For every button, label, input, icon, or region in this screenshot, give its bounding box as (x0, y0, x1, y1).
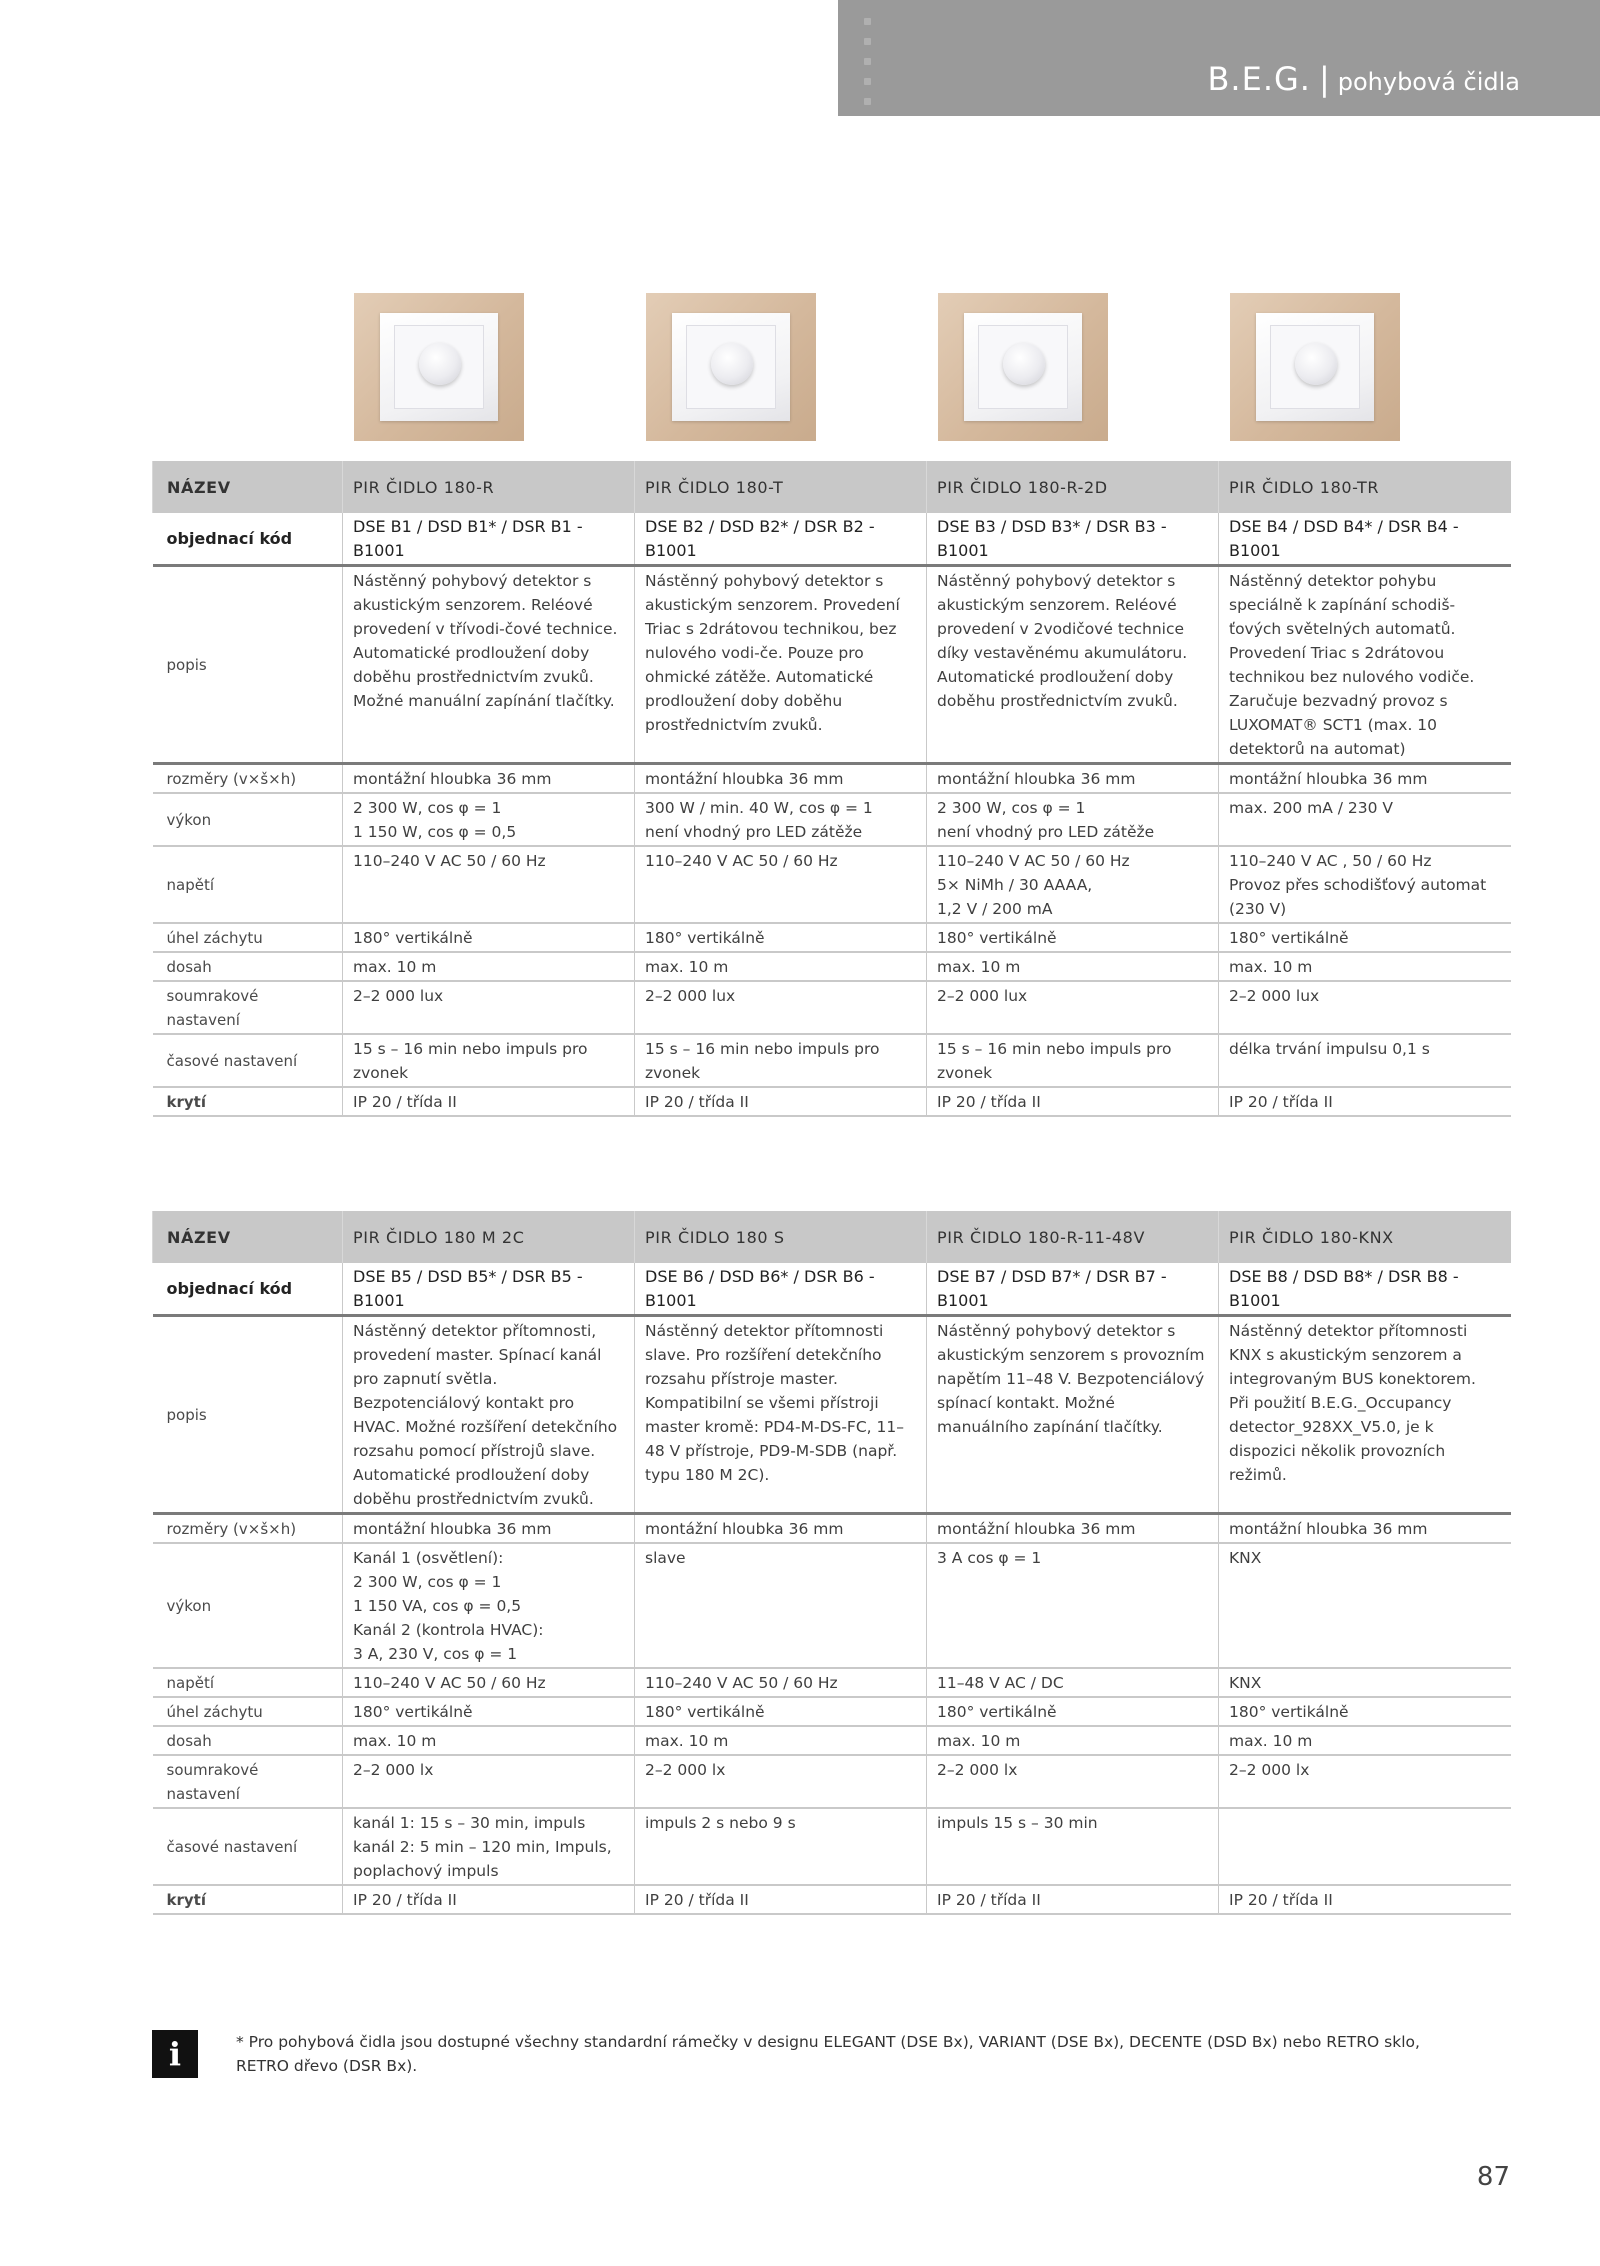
row-label-twilight: soumrakové nastavení (153, 981, 343, 1034)
row-label-power: výkon (153, 1543, 343, 1668)
power: max. 200 mA / 230 V (1219, 793, 1511, 846)
product-name: PIR ČIDLO 180-TR (1219, 461, 1511, 513)
row-label-range: dosah (153, 952, 343, 981)
voltage: KNX (1219, 1668, 1511, 1697)
description: Nástěnný detektor přítomnosti slave. Pro rozšíření detekčního rozsahu přístroje master. Kompatibilní se všemi přístroji master kromě: PD4-M-DS-FC, 11–48 V přístroje, PD9-M-SDB (např. typu 180 M 2C). (635, 1316, 927, 1514)
row-label-time: časové nastavení (153, 1808, 343, 1885)
description: Nástěnný pohybový detektor s akustickým senzorem. Provedení Triac s 2drátovou technikou, bez nulového vodi-če. Pouze pro ohmické zátěže. Automatické prodloužení doby doběhu prostřednictvím zvuků. (635, 566, 927, 764)
dimensions: montážní hloubka 36 mm (1219, 764, 1511, 794)
description: Nástěnný pohybový detektor s akustickým senzorem. Reléové provedení v 2vodičové technice díky vestavěnému akumulátoru. Automatické prodloužení doby doběhu prostřednictvím zvuků. (927, 566, 1219, 764)
order-code: DSE B5 / DSD B5* / DSR B5 - B1001 (343, 1263, 635, 1316)
power: Kanál 1 (osvětlení): 2 300 W, cos φ = 1 1 150 VA, cos φ = 0,5 Kanál 2 (kontrola HVAC): 3 A, 230 V, cos φ = 1 (343, 1543, 635, 1668)
table-row-power (153, 1543, 1511, 1668)
order-code: DSE B6 / DSD B6* / DSR B6 - B1001 (635, 1263, 927, 1316)
twilight: 2–2 000 lux (343, 981, 635, 1034)
table-row-dimensions (153, 1514, 1511, 1544)
row-label-twilight: soumrakové nastavení (153, 1755, 343, 1808)
product-photo-180-r-2d (938, 293, 1108, 441)
angle: 180° vertikálně (635, 1697, 927, 1726)
twilight: 2–2 000 lx (343, 1755, 635, 1808)
order-code: DSE B7 / DSD B7* / DSR B7 - B1001 (927, 1263, 1219, 1316)
protection: IP 20 / třída II (927, 1885, 1219, 1914)
dimensions: montážní hloubka 36 mm (927, 1514, 1219, 1544)
product-name: PIR ČIDLO 180-KNX (1219, 1211, 1511, 1263)
table-row-dimensions (153, 764, 1511, 794)
order-code: DSE B2 / DSD B2* / DSR B2 - B1001 (635, 513, 927, 566)
power: 2 300 W, cos φ = 1 1 150 W, cos φ = 0,5 (343, 793, 635, 846)
row-label-protection: krytí (153, 1885, 343, 1914)
row-label-voltage: napětí (153, 1668, 343, 1697)
range: max. 10 m (927, 952, 1219, 981)
voltage: 110–240 V AC 50 / 60 Hz (635, 846, 927, 923)
table-row-voltage (153, 846, 1511, 923)
row-label-voltage: napětí (153, 846, 343, 923)
product-name: PIR ČIDLO 180 S (635, 1211, 927, 1263)
product-photo-180-t (646, 293, 816, 441)
description: Nástěnný detektor pohybu speciálně k zapínání schodiš-ťových světelných automatů. Provedení Triac s 2drátovou technikou bez nulového vodiče. Zaručuje bezvadný provoz s LUXOMAT® SCT1 (max. 10 detektorů na automat) (1219, 566, 1511, 764)
table-row-range (153, 952, 1511, 981)
time: 15 s – 16 min nebo impuls pro zvonek (635, 1034, 927, 1087)
table-row-code (153, 513, 1511, 566)
twilight: 2–2 000 lx (635, 1755, 927, 1808)
protection: IP 20 / třída II (343, 1087, 635, 1116)
product-photo-180-r (354, 293, 524, 441)
range: max. 10 m (635, 952, 927, 981)
time (1219, 1808, 1511, 1885)
table-row-code (153, 1263, 1511, 1316)
product-name: PIR ČIDLO 180-R-2D (927, 461, 1219, 513)
row-label-code: objednací kód (153, 1263, 343, 1316)
name-label: NÁZEV (153, 1211, 343, 1263)
time: impuls 15 s – 30 min (927, 1808, 1219, 1885)
row-label-dimensions: rozměry (v×š×h) (153, 764, 343, 794)
twilight: 2–2 000 lux (1219, 981, 1511, 1034)
header-decoration (864, 18, 872, 118)
product-name: PIR ČIDLO 180-T (635, 461, 927, 513)
range: max. 10 m (927, 1726, 1219, 1755)
voltage: 110–240 V AC 50 / 60 Hz 5× NiMh / 30 AAAA, 1,2 V / 200 mA (927, 846, 1219, 923)
voltage: 110–240 V AC , 50 / 60 Hz Provoz přes schodišťový automat (230 V) (1219, 846, 1511, 923)
info-icon: i (152, 2030, 198, 2078)
protection: IP 20 / třída II (1219, 1885, 1511, 1914)
description: Nástěnný pohybový detektor s akustickým senzorem s provozním napětím 11–48 V. Bezpotenciálový spínací kontakt. Možné manuálního zapínání tlačítky. (927, 1316, 1219, 1514)
table-header-row (153, 1211, 1511, 1263)
table-row-description (153, 566, 1511, 764)
dimensions: montážní hloubka 36 mm (635, 1514, 927, 1544)
table-row-voltage (153, 1668, 1511, 1697)
power: KNX (1219, 1543, 1511, 1668)
order-code: DSE B4 / DSD B4* / DSR B4 - B1001 (1219, 513, 1511, 566)
table-row-protection (153, 1087, 1511, 1116)
power: slave (635, 1543, 927, 1668)
twilight: 2–2 000 lx (1219, 1755, 1511, 1808)
power: 300 W / min. 40 W, cos φ = 1 není vhodný pro LED zátěže (635, 793, 927, 846)
time: 15 s – 16 min nebo impuls pro zvonek (343, 1034, 635, 1087)
table-row-power (153, 793, 1511, 846)
table-row-angle (153, 923, 1511, 952)
angle: 180° vertikálně (1219, 1697, 1511, 1726)
angle: 180° vertikálně (927, 1697, 1219, 1726)
row-label-angle: úhel záchytu (153, 923, 343, 952)
protection: IP 20 / třída II (635, 1885, 927, 1914)
range: max. 10 m (343, 1726, 635, 1755)
row-label-code: objednací kód (153, 513, 343, 566)
range: max. 10 m (343, 952, 635, 981)
row-label-time: časové nastavení (153, 1034, 343, 1087)
row-label-range: dosah (153, 1726, 343, 1755)
table-row-angle (153, 1697, 1511, 1726)
range: max. 10 m (1219, 952, 1511, 981)
table-row-protection (153, 1885, 1511, 1914)
dimensions: montážní hloubka 36 mm (1219, 1514, 1511, 1544)
angle: 180° vertikálně (343, 1697, 635, 1726)
protection: IP 20 / třída II (1219, 1087, 1511, 1116)
header-separator: | (1318, 60, 1330, 98)
table-row-twilight (153, 1755, 1511, 1808)
protection: IP 20 / třída II (343, 1885, 635, 1914)
header-bar (838, 0, 1600, 116)
order-code: DSE B3 / DSD B3* / DSR B3 - B1001 (927, 513, 1219, 566)
dimensions: montážní hloubka 36 mm (927, 764, 1219, 794)
row-label-power: výkon (153, 793, 343, 846)
description: Nástěnný detektor přítomnosti, provedení master. Spínací kanál pro zapnutí světla. Bezpotenciálový kontakt pro HVAC. Možné rozšíření detekčního rozsahu pomocí přístrojů slave. Automatické prodloužení doby doběhu prostřednictvím zvuků. (343, 1316, 635, 1514)
voltage: 11–48 V AC / DC (927, 1668, 1219, 1697)
table-row-description (153, 1316, 1511, 1514)
page-number: 87 (1476, 2162, 1510, 2192)
time: 15 s – 16 min nebo impuls pro zvonek (927, 1034, 1219, 1087)
row-label-angle: úhel záchytu (153, 1697, 343, 1726)
twilight: 2–2 000 lux (635, 981, 927, 1034)
range: max. 10 m (635, 1726, 927, 1755)
twilight: 2–2 000 lux (927, 981, 1219, 1034)
table-row-time (153, 1034, 1511, 1087)
time: délka trvání impulsu 0,1 s (1219, 1034, 1511, 1087)
voltage: 110–240 V AC 50 / 60 Hz (635, 1668, 927, 1697)
time: kanál 1: 15 s – 30 min, impuls kanál 2: 5 min – 120 min, Impuls, poplachový impuls (343, 1808, 635, 1885)
row-label-description: popis (153, 566, 343, 764)
description: Nástěnný detektor přítomnosti KNX s akustickým senzorem a integrovaným BUS konektorem. Při použití B.E.G._Occupancy detector_928XX_V5.0, je k dispozici několik provozních režimů. (1219, 1316, 1511, 1514)
row-label-protection: krytí (153, 1087, 343, 1116)
range: max. 10 m (1219, 1726, 1511, 1755)
angle: 180° vertikálně (1219, 923, 1511, 952)
protection: IP 20 / třída II (635, 1087, 927, 1116)
table-row-range (153, 1726, 1511, 1755)
footnote-text: * Pro pohybová čidla jsou dostupné všechny standardní rámečky v designu ELEGANT (DSE Bx), VARIANT (DSE Bx), DECENTE (DSD Bx) nebo RETRO sklo, RETRO dřevo (DSR Bx). (236, 2033, 1420, 2075)
row-label-description: popis (153, 1316, 343, 1514)
table-row-twilight (153, 981, 1511, 1034)
table-row-time (153, 1808, 1511, 1885)
name-label: NÁZEV (153, 461, 343, 513)
dimensions: montážní hloubka 36 mm (343, 1514, 635, 1544)
angle: 180° vertikálně (635, 923, 927, 952)
product-name: PIR ČIDLO 180-R (343, 461, 635, 513)
brand-name: B.E.G. (1207, 60, 1311, 98)
row-label-dimensions: rozměry (v×š×h) (153, 1514, 343, 1544)
voltage: 110–240 V AC 50 / 60 Hz (343, 846, 635, 923)
protection: IP 20 / třída II (927, 1087, 1219, 1116)
dimensions: montážní hloubka 36 mm (635, 764, 927, 794)
twilight: 2–2 000 lx (927, 1755, 1219, 1808)
table-header-row (153, 461, 1511, 513)
dimensions: montážní hloubka 36 mm (343, 764, 635, 794)
angle: 180° vertikálně (343, 923, 635, 952)
category-name: pohybová čidla (1337, 68, 1520, 96)
power: 3 A cos φ = 1 (927, 1543, 1219, 1668)
product-photo-180-tr (1230, 293, 1400, 441)
order-code: DSE B8 / DSD B8* / DSR B8 - B1001 (1219, 1263, 1511, 1316)
spec-table-2 (152, 1211, 1511, 1915)
order-code: DSE B1 / DSD B1* / DSR B1 - B1001 (343, 513, 635, 566)
angle: 180° vertikálně (927, 923, 1219, 952)
product-name: PIR ČIDLO 180 M 2C (343, 1211, 635, 1263)
voltage: 110–240 V AC 50 / 60 Hz (343, 1668, 635, 1697)
spec-table-1 (152, 461, 1511, 1117)
power: 2 300 W, cos φ = 1 není vhodný pro LED zátěže (927, 793, 1219, 846)
product-name: PIR ČIDLO 180-R-11-48V (927, 1211, 1219, 1263)
header-title (1207, 60, 1520, 98)
time: impuls 2 s nebo 9 s (635, 1808, 927, 1885)
description: Nástěnný pohybový detektor s akustickým senzorem. Reléové provedení v třívodi-čové technice. Automatické prodloužení doby doběhu prostřednictvím zvuků. Možné manuální zapínání tlačítky. (343, 566, 635, 764)
